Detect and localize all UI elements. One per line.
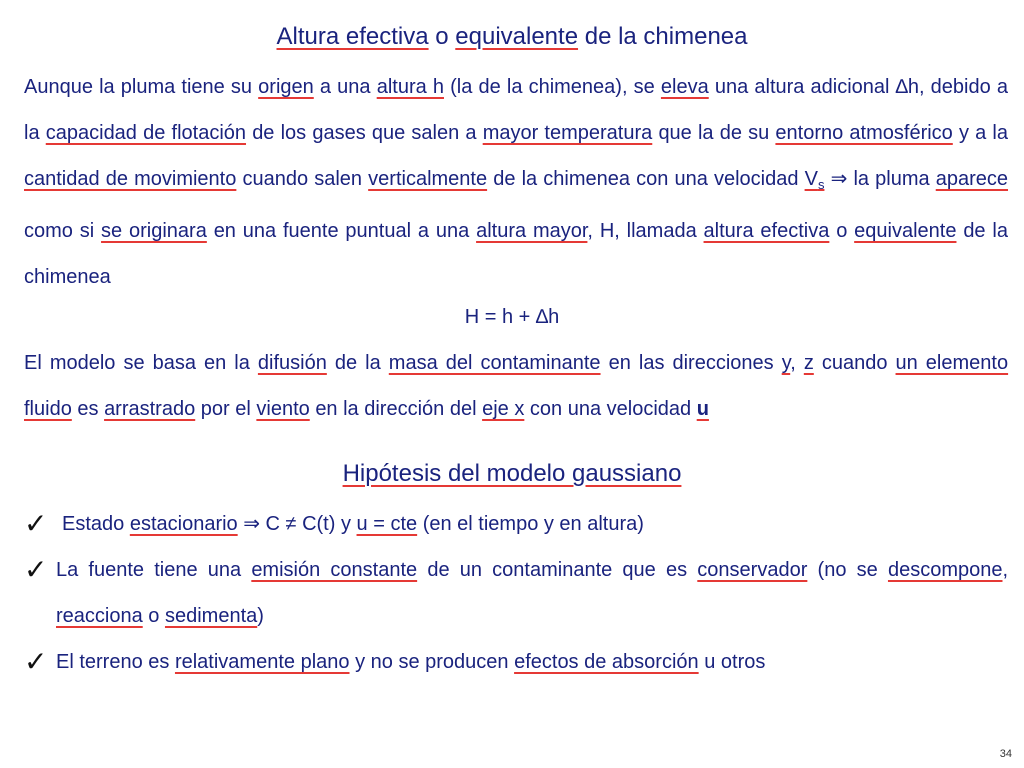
underlined-term: emisión constante — [251, 559, 418, 581]
underlined-term: descompone — [887, 559, 1003, 581]
underlined-term: estacionario — [129, 513, 238, 535]
underlined-term: masa del contaminante — [388, 352, 601, 374]
underlined-term: capacidad de flotación — [45, 122, 247, 144]
heading-text: o — [435, 23, 449, 50]
text-run: ⇒ la pluma — [830, 168, 930, 190]
text-run: Estado — [62, 513, 125, 535]
underlined-term: altura efectiva — [703, 220, 830, 242]
underlined-term: arrastrado — [104, 398, 196, 420]
checkmark-icon: ✓ — [24, 507, 48, 540]
text-run: , H, llamada — [587, 220, 697, 242]
text-run: por el — [200, 398, 251, 420]
checkmark-icon: ✓ — [24, 645, 48, 678]
text-run: de la chimenea con una velocidad — [493, 168, 799, 190]
underlined-term: y — [781, 352, 791, 374]
underlined-term: equivalente — [455, 23, 579, 50]
text-run: cuando salen — [242, 168, 363, 190]
text-run: como si — [24, 220, 95, 242]
velocity-subscript: s — [817, 177, 825, 192]
text-run: es — [77, 398, 99, 420]
underlined-term: Altura efectiva — [276, 23, 429, 50]
paragraph-pluma — [24, 64, 1008, 300]
hypothesis-text — [62, 501, 1008, 547]
underlined-term: viento — [256, 398, 310, 420]
underlined-term: sedimenta — [164, 605, 258, 627]
text-run: en las direcciones — [608, 352, 774, 374]
text-run: una altura adicional ∆h, debido a la — [24, 76, 1008, 144]
text-run: Aunque la pluma tiene su — [24, 76, 253, 98]
formula-effective-height: H = h + ∆h — [464, 306, 560, 328]
underlined-term: relativamente plano — [174, 651, 350, 673]
text-run: con una velocidad — [529, 398, 692, 420]
text-run: o — [148, 605, 160, 627]
text-run: La fuente tiene una — [56, 559, 242, 581]
underlined-term: eje x — [482, 398, 525, 420]
text-run: y a la — [958, 122, 1008, 144]
underlined-term: entorno atmosférico — [775, 122, 953, 144]
text-run: en una fuente puntual a una — [213, 220, 470, 242]
hypothesis-item — [24, 501, 1008, 547]
underlined-term: origen — [258, 76, 314, 98]
text-run: de la — [334, 352, 381, 374]
text-run: (no se — [817, 559, 878, 581]
underlined-term: verticalmente — [368, 168, 488, 190]
hypothesis-text — [56, 547, 1008, 639]
heading-text: de la chimenea — [584, 23, 748, 50]
page-number: 34 — [999, 748, 1012, 760]
hypothesis-item — [24, 639, 1008, 685]
text-run: de la chimenea — [24, 220, 1008, 288]
underlined-term: equivalente — [854, 220, 957, 242]
checkmark-icon: ✓ — [24, 553, 48, 586]
underlined-term-velocity-u: u — [696, 398, 709, 420]
velocity-symbol: V — [804, 168, 818, 190]
text-run: en la dirección del — [315, 398, 477, 420]
text-run: y no se producen — [355, 651, 509, 673]
text-run: (la de la chimenea), se — [450, 76, 655, 98]
text-run: u otros — [704, 651, 766, 673]
underlined-term: efectos de absorción — [514, 651, 699, 673]
underlined-term: conservador — [697, 559, 808, 581]
text-run: o — [836, 220, 848, 242]
text-run: ⇒ C ≠ C(t) y — [243, 513, 351, 535]
text-run: , — [1002, 559, 1009, 581]
underlined-term: mayor temperatura — [482, 122, 653, 144]
underlined-term: z — [803, 352, 814, 374]
text-run: de los gases que salen a — [252, 122, 477, 144]
text-run: que la de su — [658, 122, 770, 144]
text-run: , — [790, 352, 796, 374]
title-altura-efectiva — [0, 22, 1024, 52]
paragraph-modelo — [24, 340, 1008, 432]
text-run: a una — [319, 76, 371, 98]
underlined-term: u = cte — [356, 513, 418, 535]
text-run: cuando — [821, 352, 888, 374]
underlined-term: reacciona — [56, 605, 143, 627]
underlined-term: difusión — [257, 352, 327, 374]
underlined-term: se originara — [101, 220, 207, 242]
underlined-term: un elemento fluido — [24, 352, 1009, 420]
underlined-term: altura mayor — [476, 220, 588, 242]
hypothesis-item — [24, 547, 1008, 639]
text-run: El modelo se basa en la — [24, 352, 250, 374]
underlined-term-vs — [805, 168, 825, 190]
text-run: ) — [257, 605, 264, 627]
text-run: (en el tiempo y en altura) — [422, 513, 644, 535]
underlined-term: aparece — [935, 168, 1009, 190]
title-hipotesis: Hipótesis del modelo gaussiano — [342, 460, 682, 487]
hypothesis-text — [56, 639, 1008, 685]
underlined-term: eleva — [660, 76, 709, 98]
text-run: de un contaminante que es — [427, 559, 688, 581]
underlined-term: altura h — [376, 76, 444, 98]
underlined-term: cantidad de movimiento — [24, 168, 237, 190]
text-run: El terreno es — [56, 651, 170, 673]
